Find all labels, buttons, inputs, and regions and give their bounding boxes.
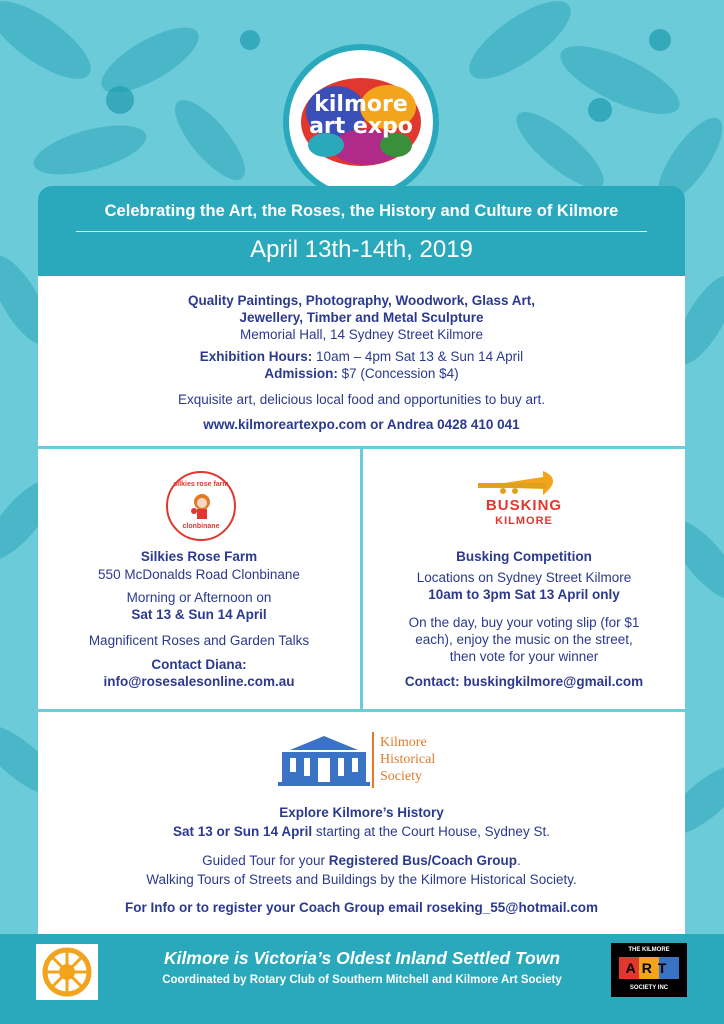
silkies-logo-top: silkies rose farm bbox=[173, 481, 229, 488]
busking-desc-2: each), enjoy the music on the street, bbox=[415, 632, 633, 647]
hist-logo-line-3: Society bbox=[380, 769, 422, 784]
art-types-line-1: Quality Paintings, Photography, Woodwork, Glass Art, bbox=[187, 293, 536, 308]
logo-line-2: art expo bbox=[309, 114, 413, 139]
busking-desc-3: then vote for your winner bbox=[449, 649, 599, 664]
history-walking: Walking Tours of Streets and Buildings by the Kilmore Historical Society. bbox=[146, 872, 577, 887]
busking-logo-line-2: KILMORE bbox=[495, 515, 553, 527]
silkies-when-2: Sat 13 & Sun 14 April bbox=[131, 607, 267, 622]
artsoc-top: THE KILMORE bbox=[628, 947, 670, 953]
artsoc-bottom: SOCIETY INC bbox=[629, 985, 669, 991]
silkies-desc: Magnificent Roses and Garden Talks bbox=[88, 633, 310, 648]
history-title: Explore Kilmore’s History bbox=[279, 805, 444, 820]
admission-label: Admission: bbox=[264, 366, 338, 381]
rotary-logo bbox=[36, 944, 98, 1000]
event-date: April 13th-14th, 2019 bbox=[250, 236, 473, 263]
expo-contact[interactable]: www.kilmoreartexpo.com or Andrea 0428 410 041 bbox=[203, 417, 520, 432]
history-when-bold: Sat 13 or Sun 14 April bbox=[173, 824, 313, 839]
admission bbox=[38, 365, 685, 382]
silkies-title: Silkies Rose Farm bbox=[140, 549, 258, 564]
hours-label: Exhibition Hours: bbox=[199, 349, 313, 364]
busking-desc-1: On the day, buy your voting slip (for $1 bbox=[408, 615, 640, 630]
venue: Memorial Hall, 14 Sydney Street Kilmore bbox=[239, 327, 484, 342]
busking-panel bbox=[363, 449, 685, 709]
history-tour-bold: Registered Bus/Coach Group bbox=[328, 853, 518, 868]
silkies-email[interactable]: info@rosesalesonline.com.au bbox=[103, 674, 295, 689]
banner-title: Celebrating the Art, the Roses, the History and Culture of Kilmore bbox=[104, 202, 619, 220]
history-tour bbox=[38, 852, 685, 869]
busking-logo-line-1: BUSKING bbox=[485, 497, 563, 514]
expo-info-panel bbox=[38, 276, 685, 446]
tagline: Exquisite art, delicious local food and opportunities to buy art. bbox=[178, 392, 545, 407]
hist-logo-line-2: Historical bbox=[380, 752, 436, 767]
logo-divider bbox=[372, 732, 374, 788]
history-info[interactable]: For Info or to register your Coach Group email roseking_55@hotmail.com bbox=[124, 900, 598, 915]
silkies-rose-farm-panel bbox=[38, 449, 360, 709]
silkies-logo bbox=[166, 471, 236, 541]
admission-value: $7 (Concession $4) bbox=[337, 366, 459, 381]
kilmore-art-expo-logo bbox=[283, 44, 439, 200]
historical-society-logo-text bbox=[380, 734, 435, 785]
header-banner bbox=[38, 186, 685, 276]
exhibition-hours bbox=[38, 348, 685, 365]
logo-line-1: kilmore bbox=[314, 92, 408, 117]
banner-divider bbox=[76, 231, 647, 232]
busking-time: 10am to 3pm Sat 13 April only bbox=[428, 587, 620, 602]
artsoc-mid: ART bbox=[625, 960, 673, 976]
history-tour-pre: Guided Tour for your bbox=[202, 853, 329, 868]
history-when bbox=[38, 823, 685, 840]
hist-logo-line-1: Kilmore bbox=[380, 735, 427, 750]
silkies-address: 550 McDonalds Road Clonbinane bbox=[98, 567, 300, 582]
hours-value: 10am – 4pm Sat 13 & Sun 14 April bbox=[312, 349, 524, 364]
busking-location: Locations on Sydney Street Kilmore bbox=[416, 570, 632, 585]
girl-with-rose-icon bbox=[186, 491, 216, 521]
footer-title: Kilmore is Victoria’s Oldest Inland Settled Town bbox=[163, 948, 561, 968]
silkies-contact-label: Contact Diana: bbox=[151, 657, 247, 672]
footer-subtitle: Coordinated by Rotary Club of Southern Mitchell and Kilmore Art Society bbox=[162, 974, 562, 986]
art-types-line-2: Jewellery, Timber and Metal Sculpture bbox=[239, 310, 484, 325]
history-when-rest: starting at the Court House, Sydney St. bbox=[312, 824, 550, 839]
history-tour-post: . bbox=[517, 853, 521, 868]
silkies-when-1: Morning or Afternoon on bbox=[126, 590, 272, 605]
trumpet-icon bbox=[473, 459, 573, 499]
busking-title: Busking Competition bbox=[456, 549, 592, 564]
busking-contact[interactable]: Contact: buskingkilmore@gmail.com bbox=[404, 674, 644, 689]
court-house-icon bbox=[278, 730, 370, 786]
historical-society-panel bbox=[38, 712, 685, 934]
rotary-wheel-icon bbox=[36, 944, 98, 1000]
silkies-logo-bottom: clonbinane bbox=[182, 523, 220, 530]
kilmore-art-society-logo bbox=[611, 943, 687, 997]
